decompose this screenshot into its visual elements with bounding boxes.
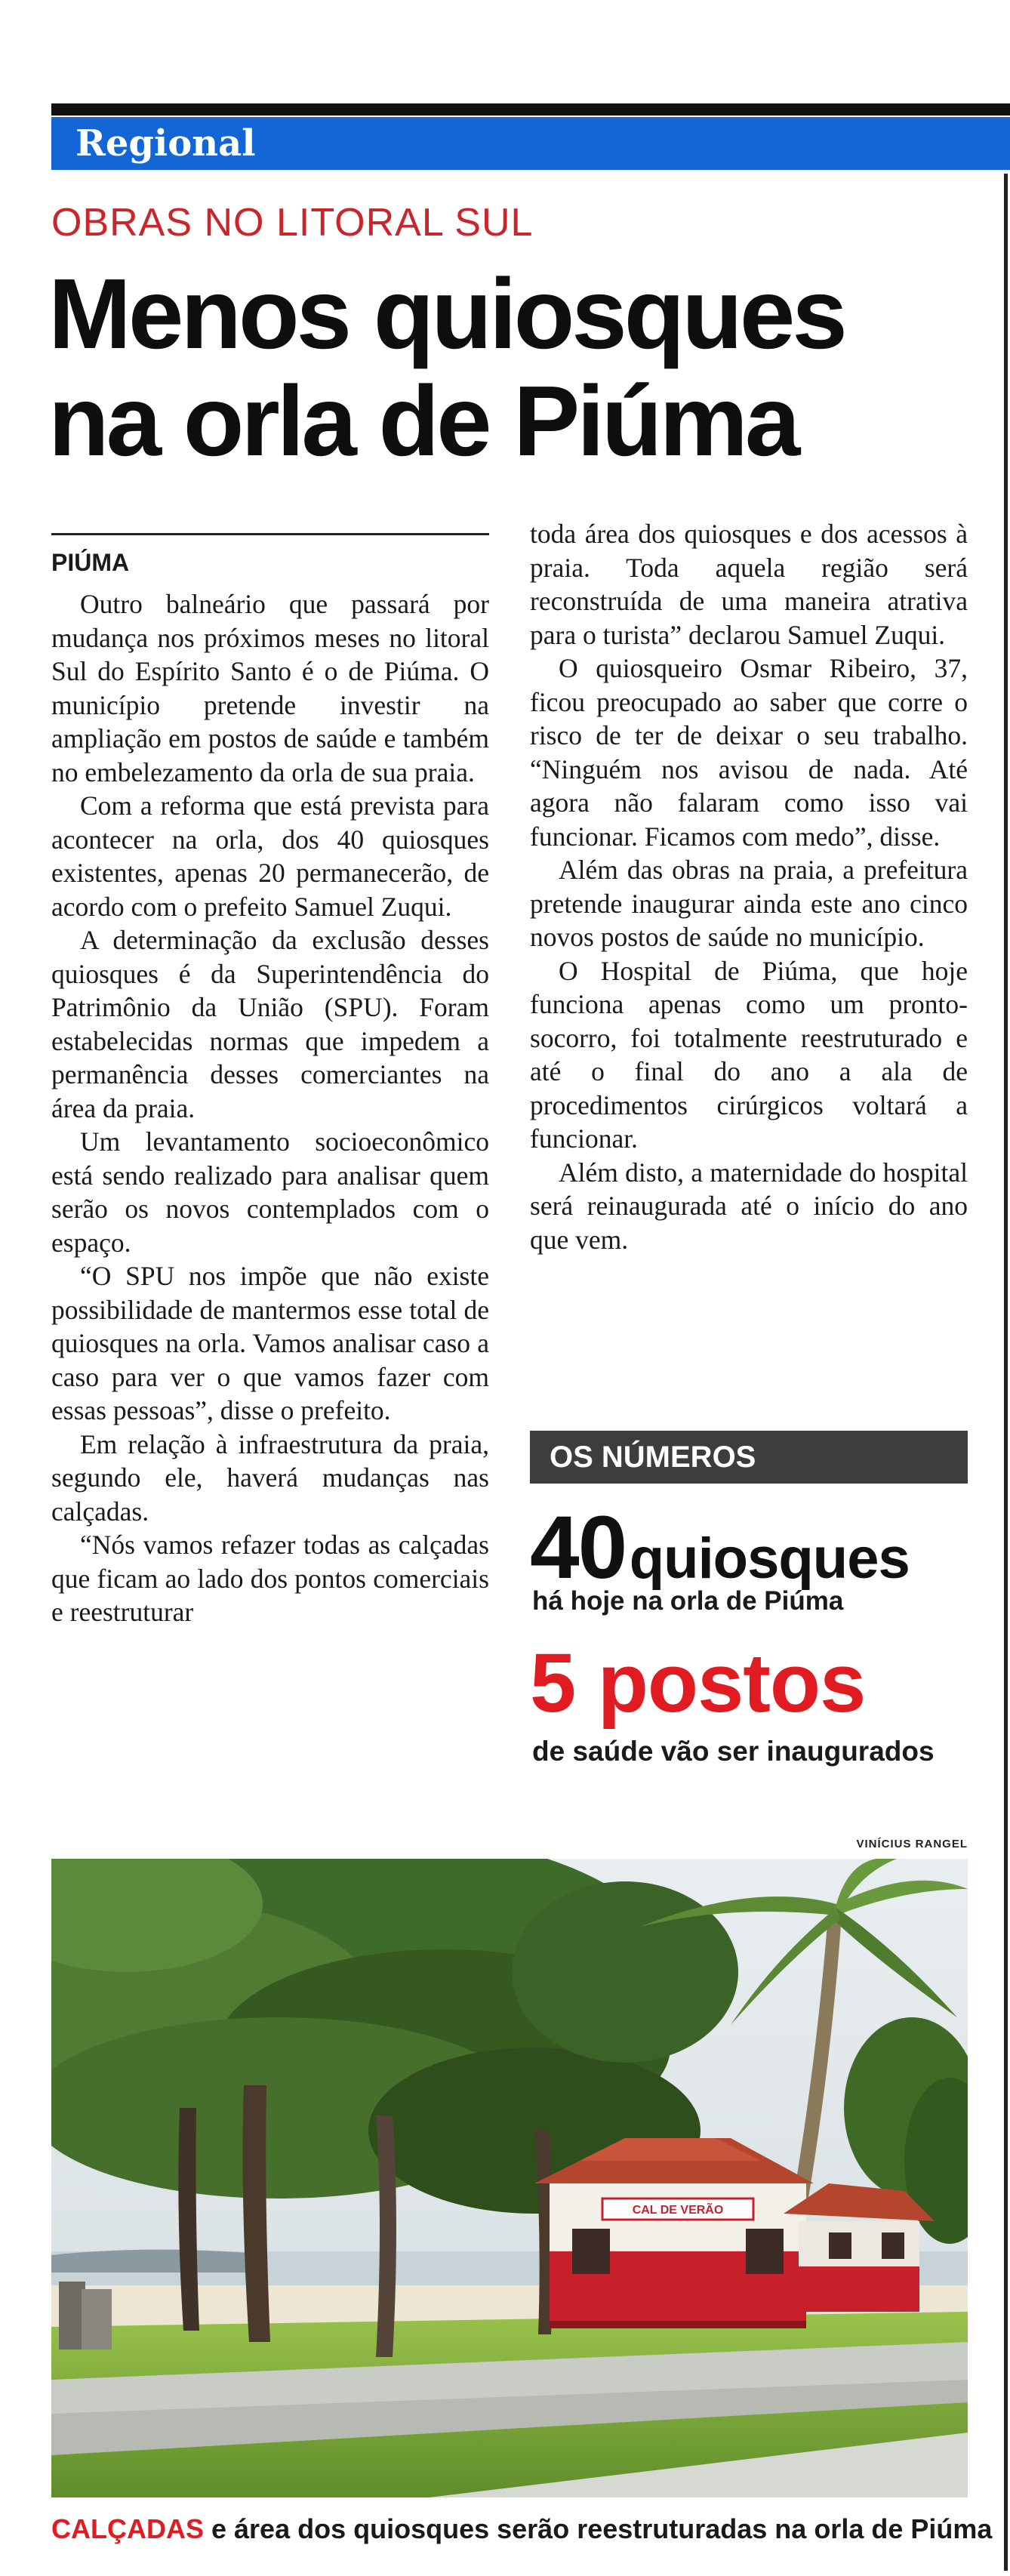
paragraph: Além disto, a maternidade do hospital será reinaugurada até o início do ano que vem. (530, 1157, 968, 1255)
headline-line-1: Menos quiosques (48, 258, 845, 369)
article-column-1 (51, 587, 489, 1629)
numbers-box-header (530, 1431, 968, 1484)
paragraph: “Nós vamos refazer todas as calçadas que ficam ao lado dos pontos comerciais e reestruturar (51, 1530, 489, 1627)
paragraph: Um levantamento socioeconômico está sendo realizado para analisar quem serão os novos contemplados com o espaço. (51, 1126, 489, 1258)
paragraph: O quiosqueiro Osmar Ribeiro, 37, ficou preocupado ao saber que corre o risco de ter de deixar o seu trabalho. “Ninguém nos avisou de nada. Até agora não falaram como isso vai funcionar. Ficamos com medo”, disse. (530, 653, 968, 852)
photo-caption (51, 2507, 1004, 2552)
dateline-rule (51, 533, 489, 535)
section-label: Regional (75, 122, 256, 165)
paragraph: “O SPU nos impõe que não existe possibilidade de mantermos esse total de quiosques na orla. Vamos analisar caso a caso para ver o que vamos fazer com essas pessoas”, disse o prefeito. (51, 1261, 489, 1425)
beach-kiosk-photo (51, 1859, 968, 2497)
caption-text: e área dos quiosques serão reestruturadas na orla de Piúma (204, 2513, 993, 2544)
caption-highlight: CALÇADAS (51, 2513, 204, 2544)
beach-kiosk-illustration (51, 1859, 968, 2497)
kiosk-sign-text: CAL DE VERÃO (632, 2204, 724, 2217)
dateline: PIÚMA (51, 549, 130, 576)
stat-health-posts: 5 postos (530, 1637, 866, 1730)
top-rule (51, 103, 1010, 116)
paragraph: Com a reforma que está prevista para acontecer na orla, dos 40 quiosques existentes, apenas 20 permanecerão, de acordo com o prefeito Samuel Zuqui. (51, 790, 489, 922)
paragraph: O Hospital de Piúma, que hoje funciona apenas como um pronto-socorro, foi totalmente reestruturado e até o final do ano a ala de procedimentos cirúrgicos voltará a funcionar. (530, 955, 968, 1154)
stat-kiosks-desc: há hoje na orla de Piúma (532, 1586, 844, 1616)
paragraph: Outro balneário que passará por mudança nos próximos meses no litoral Sul do Espírito Santo é o de Piúma. O município pretende investir na ampliação em postos de saúde e também no embelezamento da orla de sua praia. (51, 589, 489, 787)
paragraph: A determinação da exclusão desses quiosques é da Superintendência do Patrimônio da União (SPU). Foram estabelecidas normas que impedem a permanência desses comerciantes na área da praia. (51, 925, 489, 1123)
headline-line-2: na orla de Piúma (48, 365, 798, 476)
paragraph-continuation: toda área dos quiosques e dos acessos à praia. Toda aquela região será reconstruída de uma maneira atrativa para o turista” declarou Samuel Zuqui. (530, 519, 968, 650)
stat-kiosks-unit: quiosques (629, 1527, 910, 1591)
page-edge-rule (1004, 174, 1008, 2571)
headline (48, 260, 999, 475)
article-column-2 (530, 517, 968, 1256)
paragraph: Em relação à infraestrutura da praia, segundo ele, haverá mudanças nas calçadas. (51, 1428, 489, 1527)
stat-health-posts-desc: de saúde vão ser inaugurados (532, 1736, 935, 1767)
paragraph: Além das obras na praia, a prefeitura pretende inaugurar ainda este ano cinco novos postos de saúde no município. (530, 855, 968, 952)
photo-credit: VINÍCIUS RANGEL (856, 1838, 968, 1850)
kicker: OBRAS NO LITORAL SUL (51, 201, 534, 245)
stat-kiosks-number: 40 (530, 1498, 627, 1598)
numbers-box-title: OS NÚMEROS (550, 1441, 756, 1474)
